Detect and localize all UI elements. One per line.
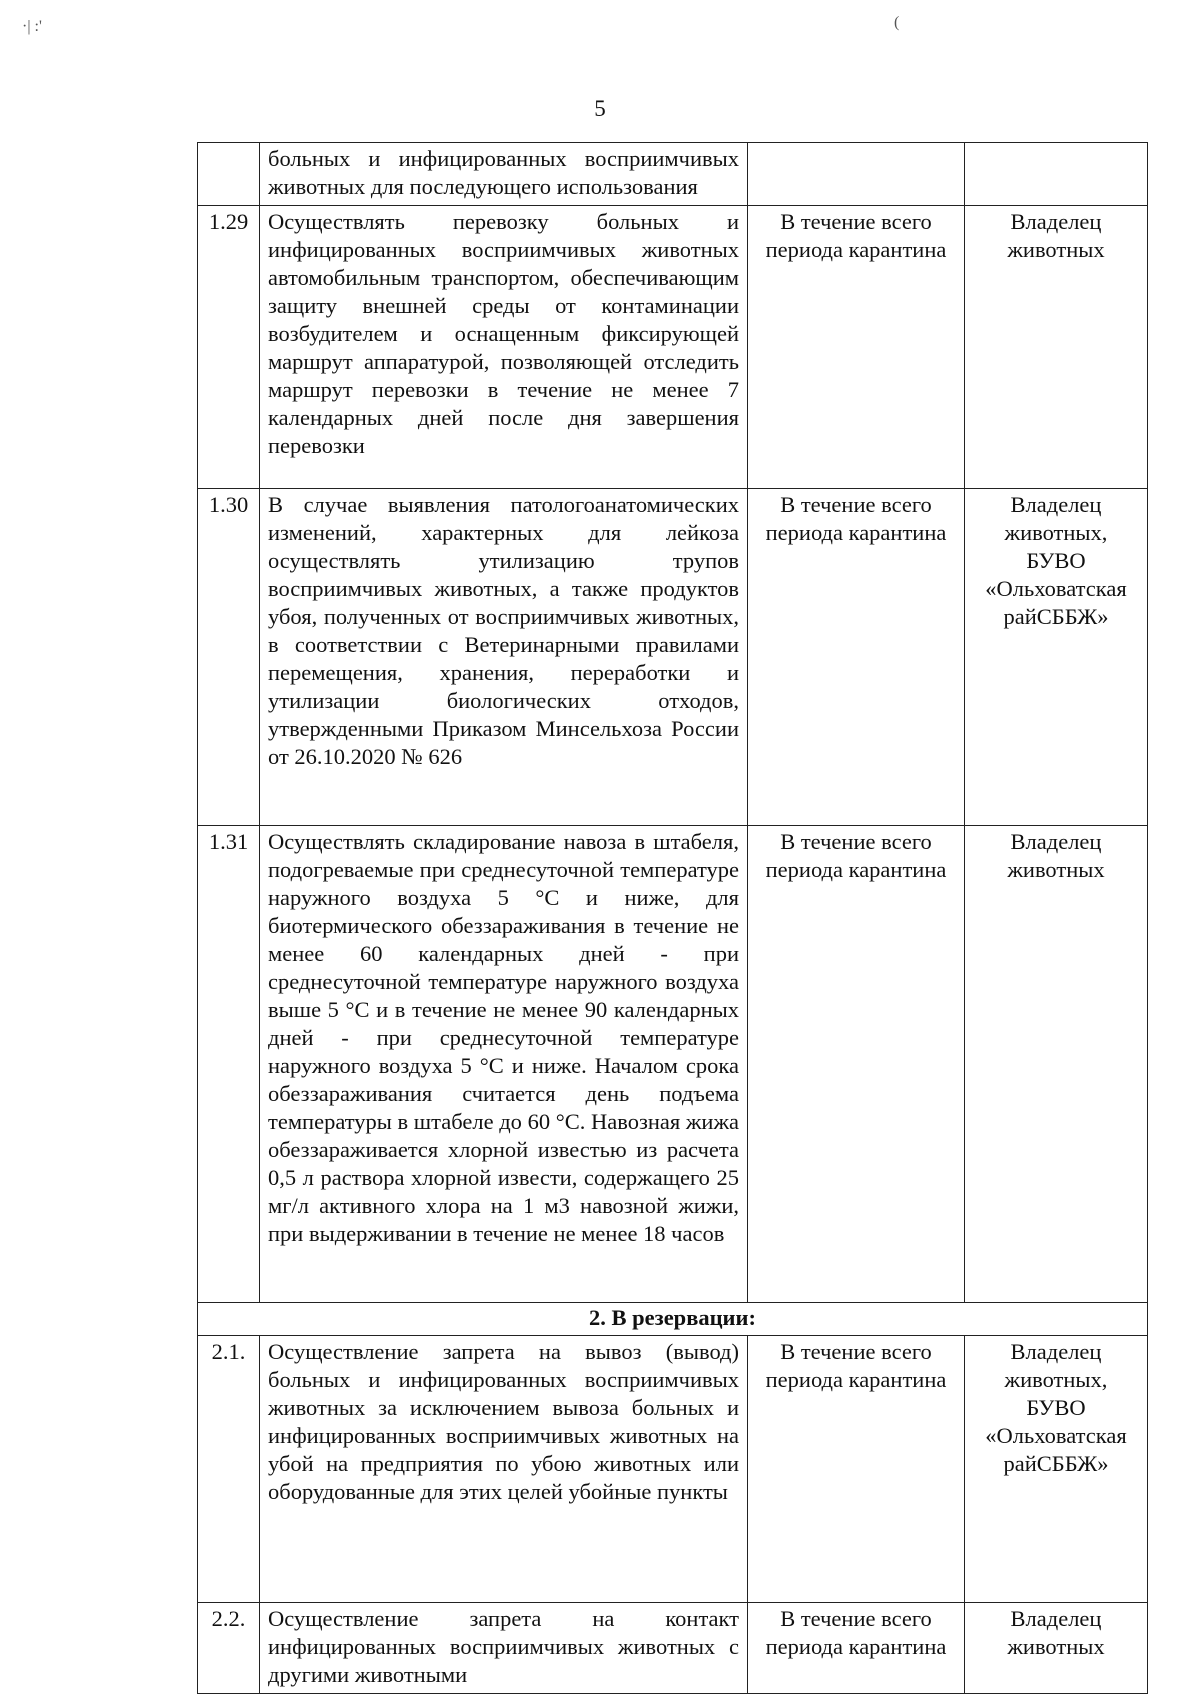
row-term: В течение всего периода карантина <box>748 1336 965 1603</box>
table-row <box>198 143 1148 206</box>
row-action-text: Осуществление запрета на вывоз (вывод) больных и инфицированных восприимчивых животных за исключением вывоза больных и инфицированных восприимчивых животных на убой на предприятия по убою животных или оборудованные для этих целей убойные пункты <box>260 1336 748 1603</box>
row-term <box>748 143 965 206</box>
row-term: В течение всего периода карантина <box>748 206 965 489</box>
row-number: 1.30 <box>198 489 260 826</box>
row-term: В течение всего периода карантина <box>748 1603 965 1694</box>
table-row <box>198 826 1148 1303</box>
table-row <box>198 206 1148 489</box>
row-number <box>198 143 260 206</box>
row-action-text: Осуществлять складирование навоза в штабеля, подогреваемые при среднесуточной температуре наружного воздуха 5 °С и ниже, для биотермического обеззараживания в течение не менее 60 календарных дней - при среднесуточной температуре наружного воздуха выше 5 °С и в течение не менее 90 календарных дней - при среднесуточной температуре наружного воздуха 5 °С и ниже. Началом срока обеззараживания считается день подъема температуры в штабеле до 60 °С. Навозная жижа обеззараживается хлорной известью из расчета 0,5 л раствора хлорной извести, содержащего 25 мг/л активного хлора на 1 м3 навозной жижи, при выдерживании в течение не менее 18 часов <box>260 826 748 1303</box>
row-responsible: Владелец животных, БУВО «Ольховатская райСББЖ» <box>965 489 1148 826</box>
row-term: В течение всего периода карантина <box>748 489 965 826</box>
table-row <box>198 1603 1148 1694</box>
row-responsible: Владелец животных <box>965 1603 1148 1694</box>
table-row <box>198 489 1148 826</box>
page-number: 5 <box>594 96 606 121</box>
table-row <box>198 1336 1148 1603</box>
row-term: В течение всего периода карантина <box>748 826 965 1303</box>
row-action-text: Осуществление запрета на контакт инфицированных восприимчивых животных с другими животными <box>260 1603 748 1694</box>
row-number: 2.1. <box>198 1336 260 1603</box>
section-title: 2. В резервации: <box>198 1303 1148 1336</box>
row-action-text: В случае выявления патологоанатомических изменений, характерных для лейкоза осуществлять утилизацию трупов восприимчивых животных, а также продуктов убоя, полученных от восприимчивых животных, в соответствии с Ветеринарными правилами перемещения, хранения, переработки и утилизации биологических отходов, утвержденными Приказом Минсельхоза России от 26.10.2020 № 626 <box>260 489 748 826</box>
row-number: 1.29 <box>198 206 260 489</box>
row-number: 2.2. <box>198 1603 260 1694</box>
row-responsible: Владелец животных <box>965 826 1148 1303</box>
row-action-text: больных и инфицированных восприимчивых животных для последующего использования <box>260 143 748 206</box>
row-action-text: Осуществлять перевозку больных и инфицированных восприимчивых животных автомобильным транспортом, обеспечивающим защиту внешней среды от контаминации возбудителем и оснащенным фиксирующей маршрут аппаратурой, позволяющей отследить маршрут перевозки в течение не менее 7 календарных дней после дня завершения перевозки <box>260 206 748 489</box>
row-responsible: Владелец животных, БУВО «Ольховатская райСББЖ» <box>965 1336 1148 1603</box>
measures-table <box>197 142 1148 1694</box>
row-responsible: Владелец животных <box>965 206 1148 489</box>
scan-artifact-mark: ·| :' <box>22 18 42 35</box>
scan-artifact-mark: ( <box>894 14 900 31</box>
row-responsible <box>965 143 1148 206</box>
section-header-row <box>198 1303 1148 1336</box>
row-number: 1.31 <box>198 826 260 1303</box>
